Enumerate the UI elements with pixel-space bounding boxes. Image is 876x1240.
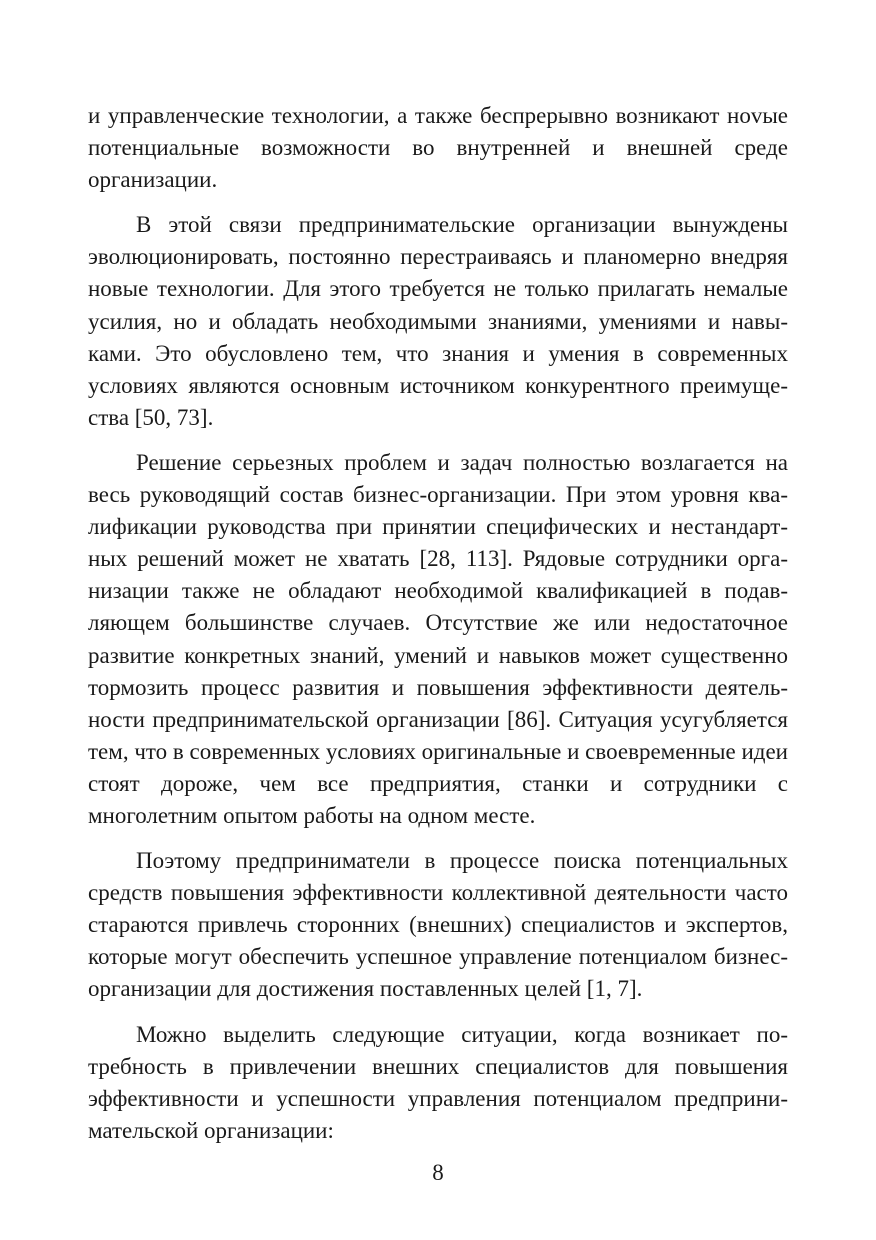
- paragraph: Поэтому предприниматели в процессе поиска потенциальных средств повышения эффективности коллективной деятельности часто стараются привлечь сторонних (внешних) специалистов и экспертов, которые могут обеспечить успешное управление потенциалом бизнес-организации для достижения поставленных целей [1, 7].: [88, 848, 788, 1002]
- document-body: [88, 100, 788, 1160]
- paragraph: В этой связи предпринимательские организации вынуждены эволюционировать, постоянно перестраиваясь и планомерно внедряя новые технологии. Для этого требуется не только прилагать немалые усилия, но и обладать необходимыми знаниями, умениями и навыками. Это обусловлено тем, что знания и умения в современных условиях являются основным источником конкурентного преимущества [50, 73].: [88, 212, 788, 430]
- paragraph: Решение серьезных проблем и задач полностью возлагается на весь руководящий состав бизнес-организации. При этом уровня квалификации руководства при принятии специфических и нестандартных решений может не хватать [28, 113]. Рядовые сотрудники организации также не обладают необходимой квалификацией в подавляющем большинстве случаев. Отсутствие же или недостаточное развитие конкретных знаний, умений и навыков может существенно тормозить процесс развития и повышения эффективности деятельности предпринимательской организации [86]. Ситуация усугубляется тем, что в современных условиях оригинальные и своевременные идеи стоят дороже, чем все предприятия, станки и сотрудники с многолетним опытом работы на одном месте.: [88, 449, 788, 828]
- paragraph: Можно выделить следующие ситуации, когда возникает потребность в привлечении внешних специалистов для повышения эффективности и успешности управления потенциалом предпринимательской организации:: [88, 1021, 788, 1143]
- page-number: 8: [432, 1160, 444, 1185]
- paragraph-continued: и управленческие технологии, а также беспрерывно возникают ноvые потенциальные возможности во внутренней и внешней среде организации.: [88, 103, 788, 193]
